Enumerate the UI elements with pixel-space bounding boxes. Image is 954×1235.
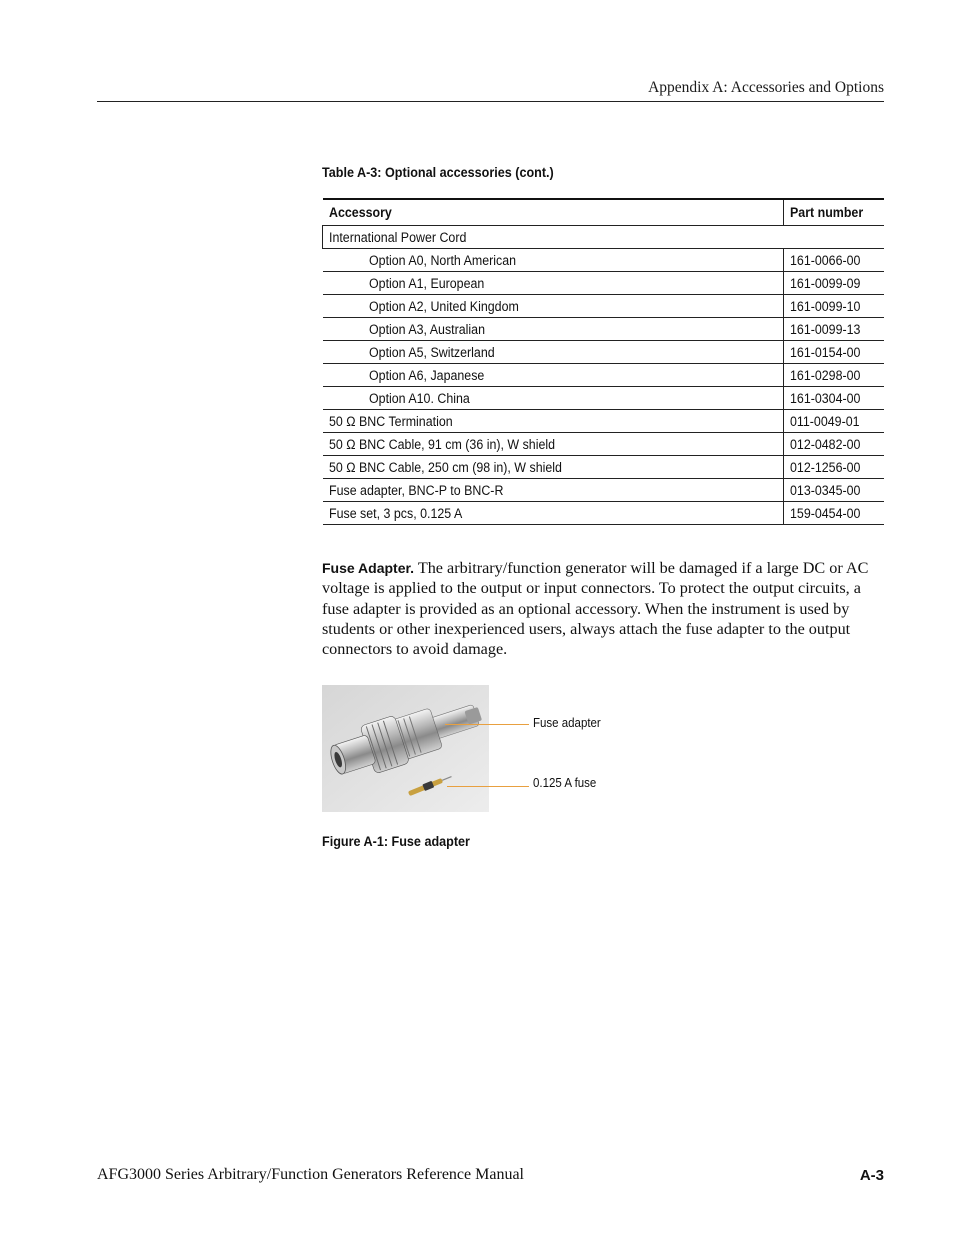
accessory-cell: 50 Ω BNC Cable, 250 cm (98 in), W shield (323, 456, 784, 479)
running-header: Appendix A: Accessories and Options (648, 79, 884, 96)
accessory-cell: Option A6, Japanese (323, 364, 784, 387)
accessory-cell: Fuse adapter, BNC-P to BNC-R (323, 479, 784, 502)
callout-label-fuse: 0.125 A fuse (533, 776, 597, 790)
table-row (323, 272, 885, 295)
table-row (323, 226, 885, 249)
table-row (323, 295, 885, 318)
part-number-cell: 161-0099-09 (783, 272, 884, 295)
part-number-cell: 012-0482-00 (783, 433, 884, 456)
part-number-cell: 161-0066-00 (783, 249, 884, 272)
accessories-table (322, 198, 884, 525)
fuse-adapter-body-text: The arbitrary/function generator will be damaged if a large DC or AC voltage is applied to the output or input connectors. To protect the output circuits, a fuse adapter is provided as an optional accessory. When the instrument is used by students or other inexperienced users, always attach the fuse adapter to the output connectors to avoid damage. (322, 559, 869, 659)
fuse-adapter-illustration (322, 685, 489, 812)
callout-label-fuse-adapter: Fuse adapter (533, 716, 601, 730)
accessory-cell: Option A3, Australian (323, 318, 784, 341)
part-number-cell: 013-0345-00 (783, 479, 884, 502)
table-header-row (323, 199, 885, 226)
part-number-cell: 011-0049-01 (783, 410, 884, 433)
part-number-cell: 161-0099-10 (783, 295, 884, 318)
part-number-cell: 161-0298-00 (783, 364, 884, 387)
accessory-cell: International Power Cord (323, 226, 885, 249)
footer-page-number: A-3 (859, 1167, 884, 1184)
table-row (323, 387, 885, 410)
accessory-cell: Fuse set, 3 pcs, 0.125 A (323, 502, 784, 525)
footer-manual-title: AFG3000 Series Arbitrary/Function Generators Reference Manual (97, 1166, 524, 1183)
table-row (323, 318, 885, 341)
part-number-cell: 161-0099-13 (783, 318, 884, 341)
table-row (323, 364, 885, 387)
part-number-cell: 159-0454-00 (783, 502, 884, 525)
accessory-cell: Option A2, United Kingdom (323, 295, 784, 318)
figure-caption: Figure A-1: Fuse adapter (322, 833, 470, 849)
accessory-cell: Option A5, Switzerland (323, 341, 784, 364)
table-row (323, 410, 885, 433)
fuse-adapter-paragraph (322, 558, 884, 659)
table-row (323, 502, 885, 525)
accessory-cell: 50 Ω BNC Termination (323, 410, 784, 433)
part-number-cell: 012-1256-00 (783, 456, 884, 479)
table-title: Table A-3: Optional accessories (cont.) (322, 164, 554, 180)
table-row (323, 479, 885, 502)
header-rule (97, 101, 884, 102)
callout-line-fuse-adapter (445, 724, 529, 725)
accessory-cell: 50 Ω BNC Cable, 91 cm (36 in), W shield (323, 433, 784, 456)
table-row (323, 249, 885, 272)
accessory-cell: Option A10. China (323, 387, 784, 410)
accessory-cell: Option A1, European (323, 272, 784, 295)
column-header-accessory: Accessory (323, 199, 784, 226)
part-number-cell: 161-0304-00 (783, 387, 884, 410)
column-header-part-number: Part number (783, 199, 884, 226)
callout-line-fuse (447, 786, 529, 787)
table-row (323, 456, 885, 479)
table-row (323, 341, 885, 364)
fuse-adapter-run-in-heading: Fuse Adapter. (322, 560, 415, 576)
accessory-cell: Option A0, North American (323, 249, 784, 272)
fuse-adapter-photo (322, 685, 489, 812)
table-row (323, 433, 885, 456)
part-number-cell: 161-0154-00 (783, 341, 884, 364)
